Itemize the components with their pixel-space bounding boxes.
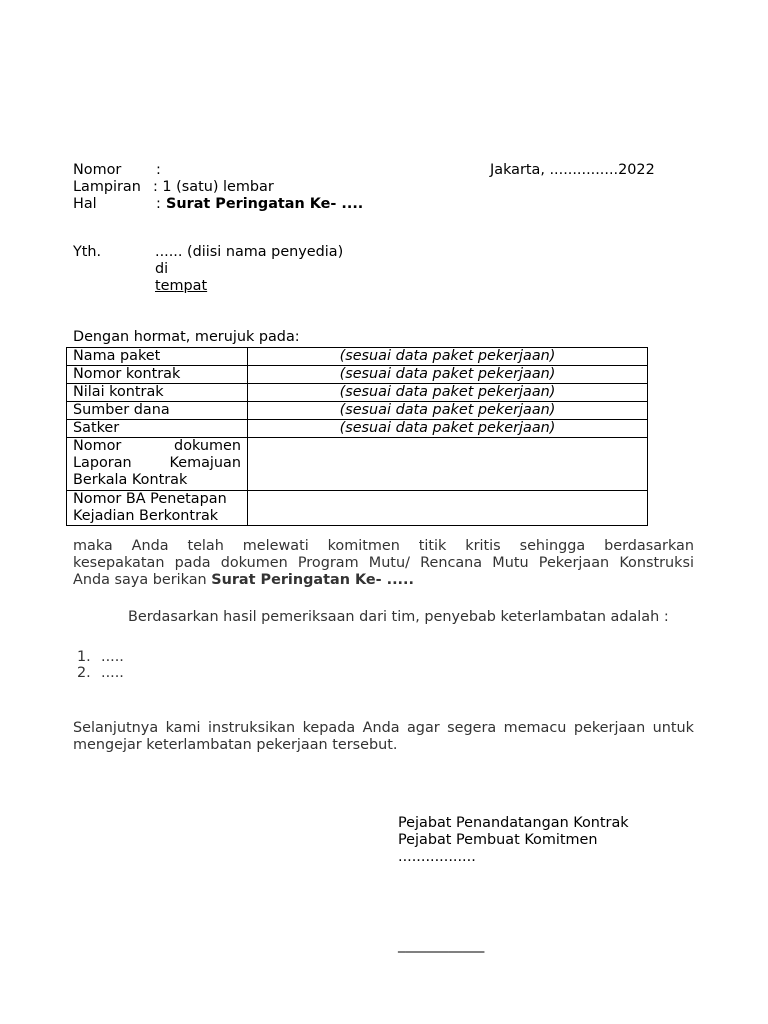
contract-info-table [66,347,648,526]
place-date: Jakarta, ...............2022 [490,162,655,178]
table-row [67,491,648,526]
paragraph-line: Selanjutnya kami instruksikan kepada Anda agar segera memacu pekerjaan untuk [73,720,694,736]
list-item-number: 1. [77,649,91,665]
table-row [67,420,648,438]
signature-title: Pejabat Penandatangan Kontrak [398,815,629,831]
paragraph-commitment [73,538,694,589]
recipient-tempat: tempat [155,278,208,294]
paragraph-line: mengejar keterlambatan pekerjaan tersebut. [73,737,398,753]
laporan-label-cell [67,438,248,491]
row-value: (sesuai data paket pekerjaan) [248,384,648,402]
paragraph-text: Anda saya berikan [73,572,212,588]
row-label: Sumber dana [67,402,248,420]
laporan-label-line: Berkala Kontrak [73,472,188,488]
laporan-label-line: Laporan Kemajuan [73,455,241,471]
table-row [67,366,648,384]
row-value: (sesuai data paket pekerjaan) [248,402,648,420]
list-item-number: 2. [77,665,91,681]
table-row [67,384,648,402]
table-row [67,402,648,420]
hal-colon: : [156,196,161,212]
paragraph-inspection: Berdasarkan hasil pemeriksaan dari tim, penyebab keterlambatan adalah : [128,609,669,625]
paragraph-line [73,572,694,589]
laporan-label-line: Nomor dokumen [73,438,241,454]
nomor-label: Nomor [73,162,122,178]
hal-label: Hal [73,196,97,212]
nomor-colon: : [156,162,161,178]
ba-value-cell [248,491,648,526]
recipient-name: ...... (diisi nama penyedia) [155,244,344,260]
row-label: Nama paket [67,348,248,366]
signature-name-line: ____________ [398,937,485,953]
row-value: (sesuai data paket pekerjaan) [248,420,648,438]
paragraph-line: kesepakatan pada dokumen Program Mutu/ Rencana Mutu Pekerjaan Konstruksi [73,555,694,571]
row-label: Satker [67,420,248,438]
list-item: ..... [101,665,124,681]
recipient-di: di [155,261,169,277]
table-row [67,438,648,491]
hal-value: Surat Peringatan Ke- .... [166,196,364,212]
ba-label-cell [67,491,248,526]
paragraph-instruction [73,720,694,754]
yth-label: Yth. [73,244,102,260]
row-label: Nomor kontrak [67,366,248,384]
signature-role: Pejabat Pembuat Komitmen [398,832,598,848]
table-row [67,348,648,366]
ba-label-line: Kejadian Berkontrak [73,508,219,524]
ba-label-line: Nomor BA Penetapan [73,491,227,507]
lampiran-value: : 1 (satu) lembar [153,179,274,195]
intro-text: Dengan hormat, merujuk pada: [73,329,300,345]
row-label: Nilai kontrak [67,384,248,402]
lampiran-label: Lampiran [73,179,141,195]
laporan-value-cell [248,438,648,491]
list-item: ..... [101,649,124,665]
paragraph-line: maka Anda telah melewati komitmen titik kritis sehingga berdasarkan [73,538,694,554]
signature-placeholder: ................. [398,849,476,865]
row-value: (sesuai data paket pekerjaan) [248,366,648,384]
row-value: (sesuai data paket pekerjaan) [248,348,648,366]
warning-title: Surat Peringatan Ke- ..... [211,572,414,588]
